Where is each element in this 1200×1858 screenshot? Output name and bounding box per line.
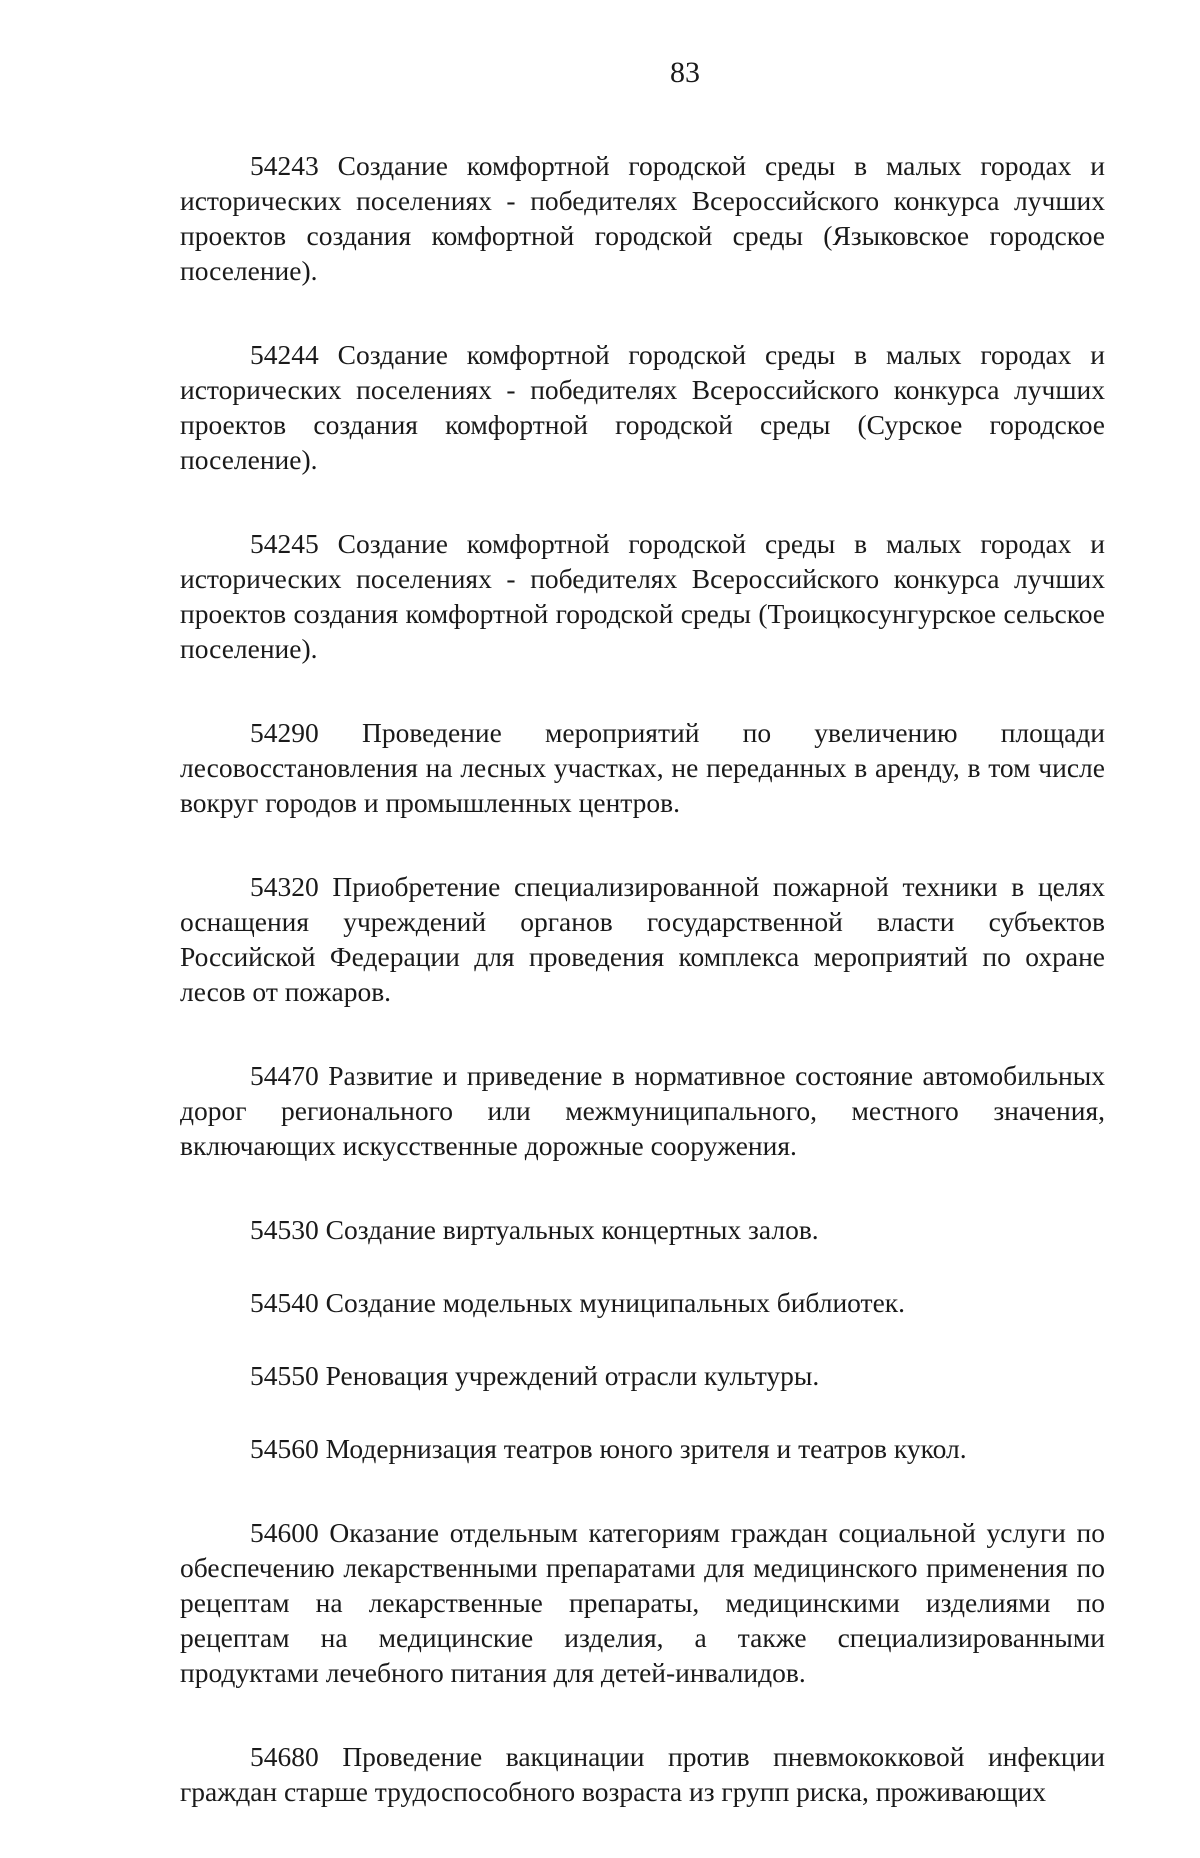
entry-54245	[180, 526, 1105, 666]
entries-list	[180, 148, 1105, 1858]
entry-54560	[180, 1431, 1105, 1466]
entry-code: 54550	[250, 1360, 319, 1391]
entry-text: Проведение мероприятий по увеличению площади лесовосстановления на лесных участках, не переданных в аренду, в том числе вокруг городов и промышленных центров.	[180, 717, 1105, 818]
entry-54550	[180, 1358, 1105, 1393]
entry-54320	[180, 869, 1105, 1009]
entry-code: 54560	[250, 1433, 319, 1464]
entry-text: Создание комфортной городской среды в малых городах и исторических поселениях - победителях Всероссийского конкурса лучших проектов создания комфортной городской среды (Языковское городское поселение).	[180, 150, 1106, 286]
entry-54600	[180, 1515, 1105, 1690]
entry-54530	[180, 1212, 1105, 1247]
entry-code: 54244	[250, 339, 319, 370]
entry-54243	[180, 148, 1105, 288]
entry-text: Проведение вакцинации против пневмококковой инфекции граждан старше трудоспособного возраста из групп риска, проживающих	[180, 1741, 1105, 1807]
entry-code: 54680	[250, 1741, 319, 1772]
entry-code: 54530	[250, 1214, 319, 1245]
entry-54290	[180, 715, 1105, 820]
entry-code: 54243	[250, 150, 319, 181]
entry-text: Модернизация театров юного зрителя и театров кукол.	[325, 1433, 967, 1464]
entry-text: Создание модельных муниципальных библиотек.	[325, 1287, 906, 1318]
entry-code: 54600	[250, 1517, 319, 1548]
page-number: 83	[670, 56, 700, 89]
entry-text: Оказание отдельным категориям граждан социальной услуги по обеспечению лекарственными препаратами для медицинского применения по рецептам на лекарственные препараты, медицинскими изделиями по рецептам на медицинские изделия, а также специализированными продуктами лечебного питания для детей-инвалидов.	[180, 1517, 1106, 1688]
entry-text: Развитие и приведение в нормативное состояние автомобильных дорог регионального или межмуниципального, местного значения, включающих искусственные дорожные сооружения.	[180, 1060, 1105, 1161]
entry-54680	[180, 1739, 1105, 1809]
entry-text: Реновация учреждений отрасли культуры.	[325, 1360, 820, 1391]
entry-code: 54540	[250, 1287, 319, 1318]
entry-54244	[180, 337, 1105, 477]
entry-text: Создание виртуальных концертных залов.	[325, 1214, 819, 1245]
entry-code: 54245	[250, 528, 319, 559]
entry-code: 54290	[250, 717, 319, 748]
entry-text: Создание комфортной городской среды в малых городах и исторических поселениях - победителях Всероссийского конкурса лучших проектов создания комфортной городской среды (Сурское городское поселение).	[180, 339, 1106, 475]
entry-text: Приобретение специализированной пожарной техники в целях оснащения учреждений органов государственной власти субъектов Российской Федерации для проведения комплекса мероприятий по охране лесов от пожаров.	[180, 871, 1105, 1007]
entry-54470	[180, 1058, 1105, 1163]
entry-code: 54470	[250, 1060, 319, 1091]
entry-code: 54320	[250, 871, 319, 902]
entry-54540	[180, 1285, 1105, 1320]
entry-text: Создание комфортной городской среды в малых городах и исторических поселениях - победителях Всероссийского конкурса лучших проектов создания комфортной городской среды (Троицкосунгурское сельское поселение).	[180, 528, 1106, 664]
